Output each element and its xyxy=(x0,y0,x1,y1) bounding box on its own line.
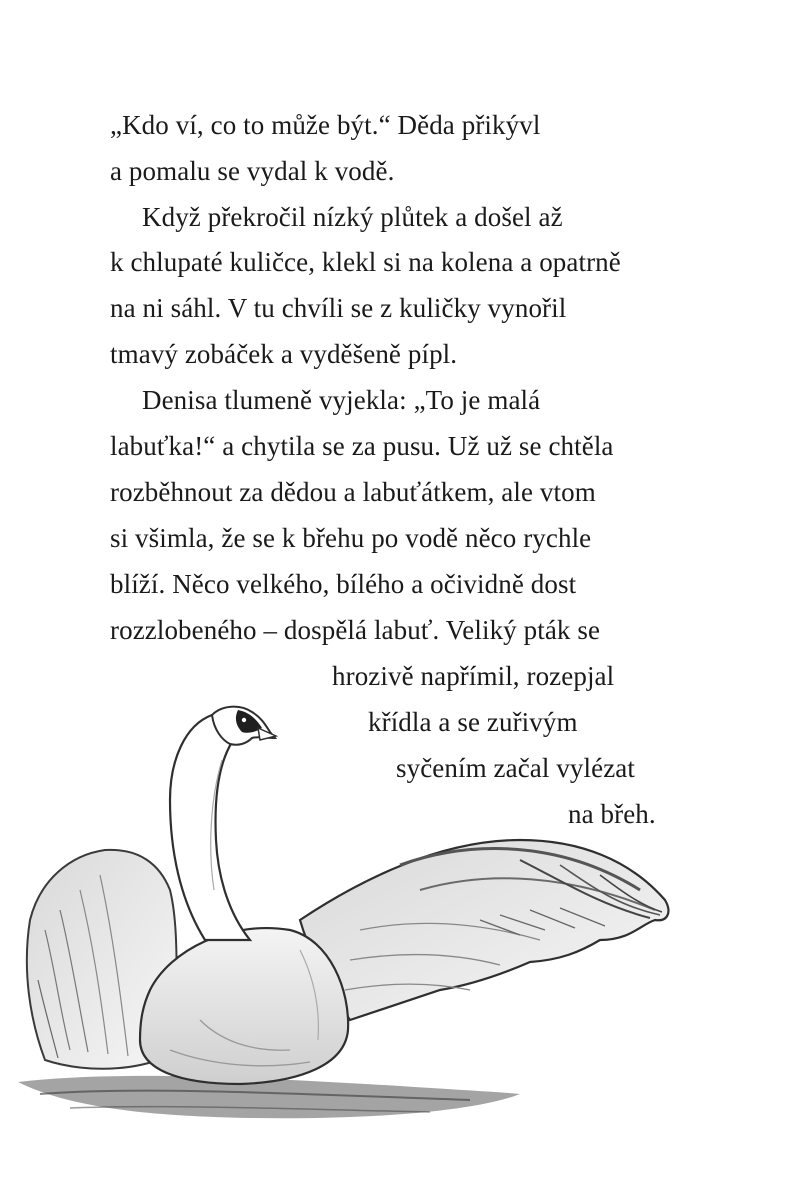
swan-illustration-icon xyxy=(0,690,789,1181)
text-line: labuťka!“ a chytila se za pusu. Už už se chtěla xyxy=(110,431,614,461)
text-line: „Kdo ví, co to může být.“ Děda přikývl xyxy=(110,110,541,140)
right-wing xyxy=(300,840,668,1020)
text-line: si všimla, že se k břehu po vodě něco rychle xyxy=(110,523,592,553)
text-line: rozzlobeného – dospělá labuť. Veliký pták se xyxy=(110,615,601,645)
text-line: Když překročil nízký plůtek a došel až xyxy=(142,202,563,232)
text-line: k chlupaté kuličce, klekl si na kolena a opatrně xyxy=(110,247,621,277)
swan-neck-head xyxy=(170,707,276,940)
text-line: tmavý zobáček a vyděšeně pípl. xyxy=(110,339,458,369)
text-line: a pomalu se vydal k vodě. xyxy=(110,156,395,186)
text-line: syčením začal vylézat xyxy=(396,753,635,783)
text-line: na břeh. xyxy=(568,799,656,829)
text-line: blíží. Něco velkého, bílého a očividně dost xyxy=(110,569,577,599)
text-line: křídla a se zuřivým xyxy=(368,707,578,737)
text-line: rozběhnout za dědou a labuťátkem, ale vtom xyxy=(110,477,596,507)
text-line: hrozivě napřímil, rozepjal xyxy=(332,661,615,691)
text-line: na ni sáhl. V tu chvíli se z kuličky vynořil xyxy=(110,293,567,323)
text-line: Denisa tlumeně vyjekla: „To je malá xyxy=(142,385,541,415)
